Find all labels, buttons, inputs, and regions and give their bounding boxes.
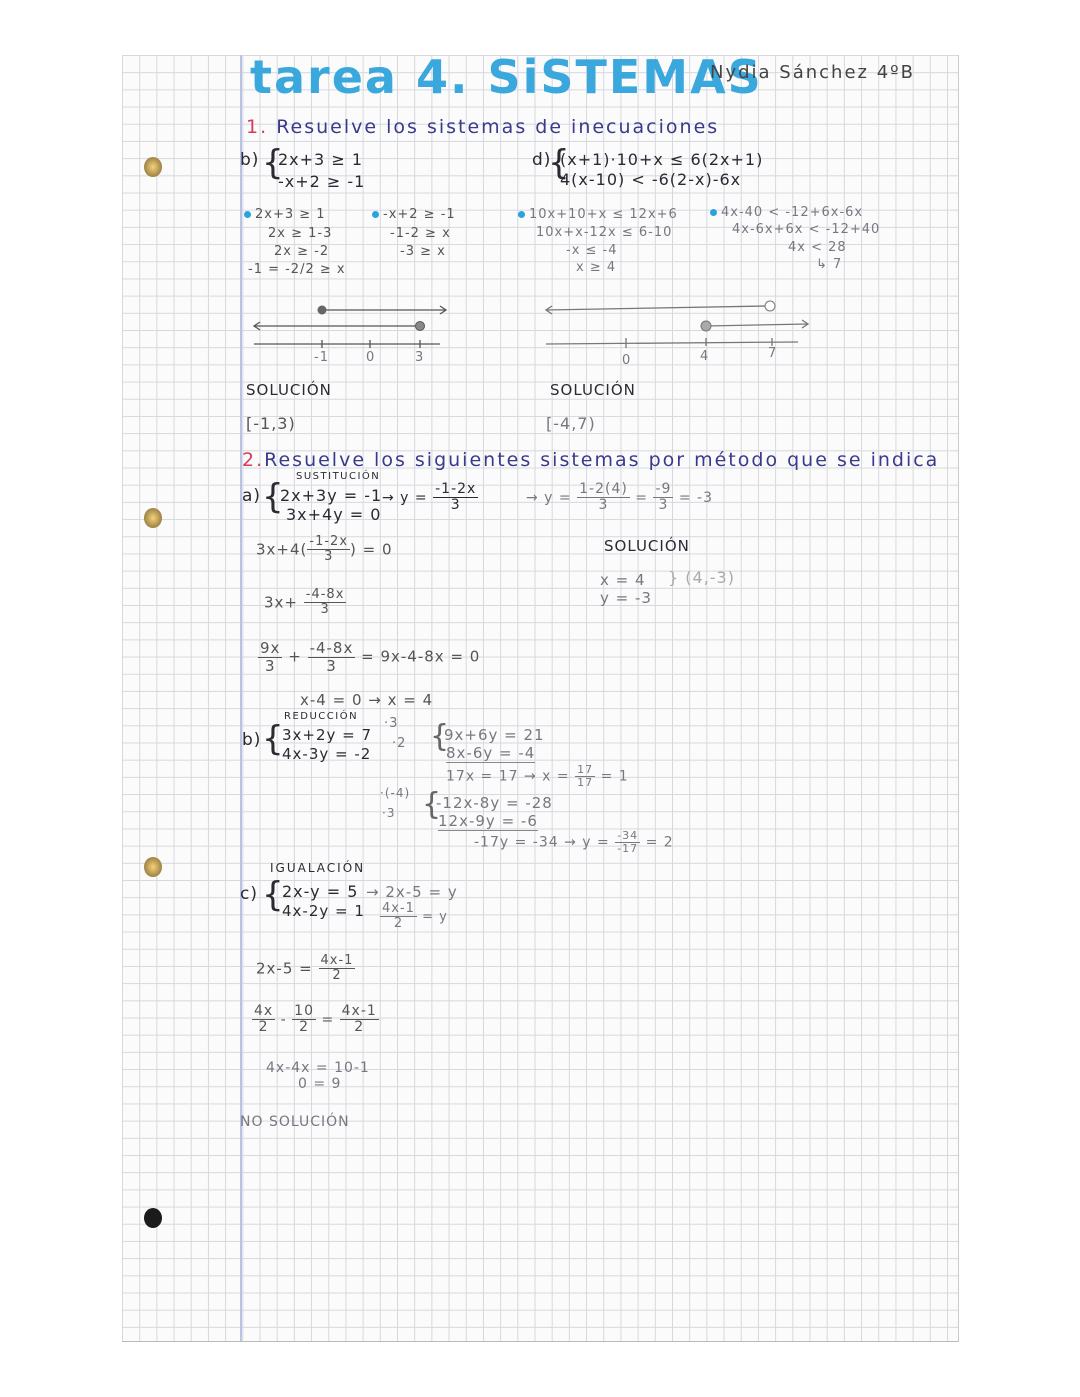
system-c-eq2: 4x-2y = 1 xyxy=(282,902,365,920)
step: 3x+ $\frac{-4-8x}{3}$ xyxy=(264,587,345,618)
solution-y: y = -3 xyxy=(600,589,652,607)
d-right-step: ↳ 7 xyxy=(816,257,843,272)
reduced-eq: 12x-9y = -6 xyxy=(438,812,538,830)
b-right-step: -x+2 ≥ -1 xyxy=(372,207,456,222)
system-d-eq2: 4(x-10) < -6(2-x)-6x xyxy=(560,170,742,189)
step: $\frac{9x}{3}$ + $\frac{-4-8x}{3}$ = 9x-4-8x = 0 xyxy=(260,639,481,675)
b-left-step: 2x ≥ 1-3 xyxy=(268,226,333,241)
step: 3x+4( $\frac{-1-2x}{3}$ ) = 0 xyxy=(256,534,393,565)
number-line-d xyxy=(540,296,820,356)
multiplier: ·(-4) xyxy=(380,786,411,800)
b-left-step: 2x+3 ≥ 1 xyxy=(244,207,326,222)
binder-hole xyxy=(144,1208,162,1228)
method-label: SUSTITUCIÓN xyxy=(296,471,381,482)
b-right-step: -3 ≥ x xyxy=(400,244,446,259)
solution-label: SOLUCIÓN xyxy=(246,381,332,399)
y-calculation: → y = $\frac{1-2(4)}{3}$ = $\frac{-9}{3}$ = -3 xyxy=(526,481,714,514)
binder-hole xyxy=(144,508,162,528)
solution-value: [-1,3) xyxy=(246,414,296,433)
step: $\frac{4x}{2}$ - $\frac{10}{2}$ = $\frac{4x-1}{2}$ xyxy=(254,1003,377,1036)
d-left-step: 10x+x-12x ≤ 6-10 xyxy=(536,225,673,240)
closed-point xyxy=(701,321,711,331)
binder-hole xyxy=(144,857,162,877)
bullet-icon xyxy=(518,211,525,218)
solution-label: SOLUCIÓN xyxy=(604,537,690,555)
d-left-step: 10x+10+x ≤ 12x+6 xyxy=(518,207,678,222)
solution-pair: } (4,-3) xyxy=(668,568,735,587)
heading-text: Resuelve los siguientes sistemas por método que se indica xyxy=(264,449,940,471)
step: x-4 = 0 → x = 4 xyxy=(300,691,434,709)
binder-hole xyxy=(144,157,162,177)
d-right-step: 4x < 28 xyxy=(788,240,847,255)
brace: { xyxy=(262,875,285,915)
brace: { xyxy=(262,477,285,517)
solution-x: x = 4 xyxy=(600,571,646,589)
reduced-eq: 8x-6y = -4 xyxy=(446,744,536,762)
system-a-eq2: 3x+4y = 0 xyxy=(286,505,382,524)
exercise-1-heading xyxy=(246,116,719,138)
multiplier: ·2 xyxy=(392,736,407,751)
b-left-step: 2x ≥ -2 xyxy=(274,244,330,259)
system-b2-label: b) xyxy=(242,730,262,750)
step: 0 = 9 xyxy=(298,1076,342,1092)
step: 2x-5 = $\frac{4x-1}{2}$ xyxy=(256,953,354,984)
exercise-number: 2. xyxy=(242,449,265,471)
system-b2-eq1: 3x+2y = 7 xyxy=(282,726,373,744)
heading-text: Resuelve los sistemas de inecuaciones xyxy=(276,116,720,138)
exercise-2-heading xyxy=(242,449,939,471)
isolate-y: → y = $\frac{-1-2x}{3}$ xyxy=(382,481,477,514)
system-b2-eq2: 4x-3y = -2 xyxy=(282,745,372,763)
method-label: REDUCCIÓN xyxy=(284,711,359,722)
bullet-icon xyxy=(244,211,251,218)
isolate-y: → 2x-5 = y xyxy=(366,883,458,901)
axis-line xyxy=(546,342,798,344)
open-point xyxy=(765,301,775,311)
method-label: IGUALACIÓN xyxy=(270,861,366,875)
interval-arrow xyxy=(706,324,808,326)
tick-label: 0 xyxy=(622,353,632,368)
bullet-icon xyxy=(372,211,379,218)
tick-label: 7 xyxy=(768,346,778,361)
system-a-label: a) xyxy=(242,486,262,506)
multiplier: ·3 xyxy=(382,806,396,820)
tick-label: -1 xyxy=(314,350,329,365)
tick-label: 4 xyxy=(700,349,710,364)
number-line-b xyxy=(248,296,458,356)
system-d-label: d) xyxy=(532,150,552,170)
d-left-step: x ≥ 4 xyxy=(576,260,617,275)
isolate-y: $\frac{4x-1}{2}$ = y xyxy=(382,901,448,932)
system-c-label: c) xyxy=(240,884,258,904)
system-b-eq1: 2x+3 ≥ 1 xyxy=(278,150,363,169)
reduced-eq: -12x-8y = -28 xyxy=(436,794,553,812)
brace: { xyxy=(422,787,443,822)
bullet-icon xyxy=(710,209,717,216)
system-b-eq2: -x+2 ≥ -1 xyxy=(278,172,366,191)
margin-line xyxy=(240,55,242,1341)
solution-label: SOLUCIÓN xyxy=(550,381,636,399)
brace: { xyxy=(548,143,571,183)
brace: { xyxy=(262,143,285,183)
brace: { xyxy=(262,719,285,759)
interval-arrow xyxy=(546,306,766,310)
exercise-number: 1. xyxy=(246,116,269,138)
step: 4x-4x = 10-1 xyxy=(266,1060,370,1076)
x-result: 17x = 17 → x = $\frac{17}{17}$ = 1 xyxy=(446,763,629,790)
system-c-eq1: 2x-y = 5 xyxy=(282,882,359,901)
b-left-step: -1 = -2/2 ≥ x xyxy=(248,262,346,277)
student-name: Nydia Sánchez 4ºB xyxy=(710,62,915,83)
solution-value: [-4,7) xyxy=(546,414,596,433)
tick-label: 0 xyxy=(366,350,376,365)
d-right-step: 4x-6x+6x < -12+40 xyxy=(732,222,881,237)
page-title: tarea 4. SiSTEMAS xyxy=(250,50,763,104)
d-right-step: 4x-40 < -12+6x-6x xyxy=(710,205,863,220)
y-result: -17y = -34 → y = $\frac{-34}{-17}$ = 2 xyxy=(474,829,674,856)
system-d-eq1: (x+1)·10+x ≤ 6(2x+1) xyxy=(560,150,764,169)
system-a-eq1: 2x+3y = -1 xyxy=(280,486,383,505)
d-left-step: -x ≤ -4 xyxy=(566,243,618,258)
closed-point xyxy=(318,306,327,315)
system-b-label: b) xyxy=(240,150,260,170)
no-solution-result: NO SOLUCIÓN xyxy=(240,1114,350,1130)
reduced-eq: 9x+6y = 21 xyxy=(444,726,545,744)
open-point xyxy=(416,322,425,331)
brace: { xyxy=(430,719,451,754)
multiplier: ·3 xyxy=(384,716,399,731)
tick-label: 3 xyxy=(415,350,425,365)
b-right-step: -1-2 ≥ x xyxy=(390,226,451,241)
